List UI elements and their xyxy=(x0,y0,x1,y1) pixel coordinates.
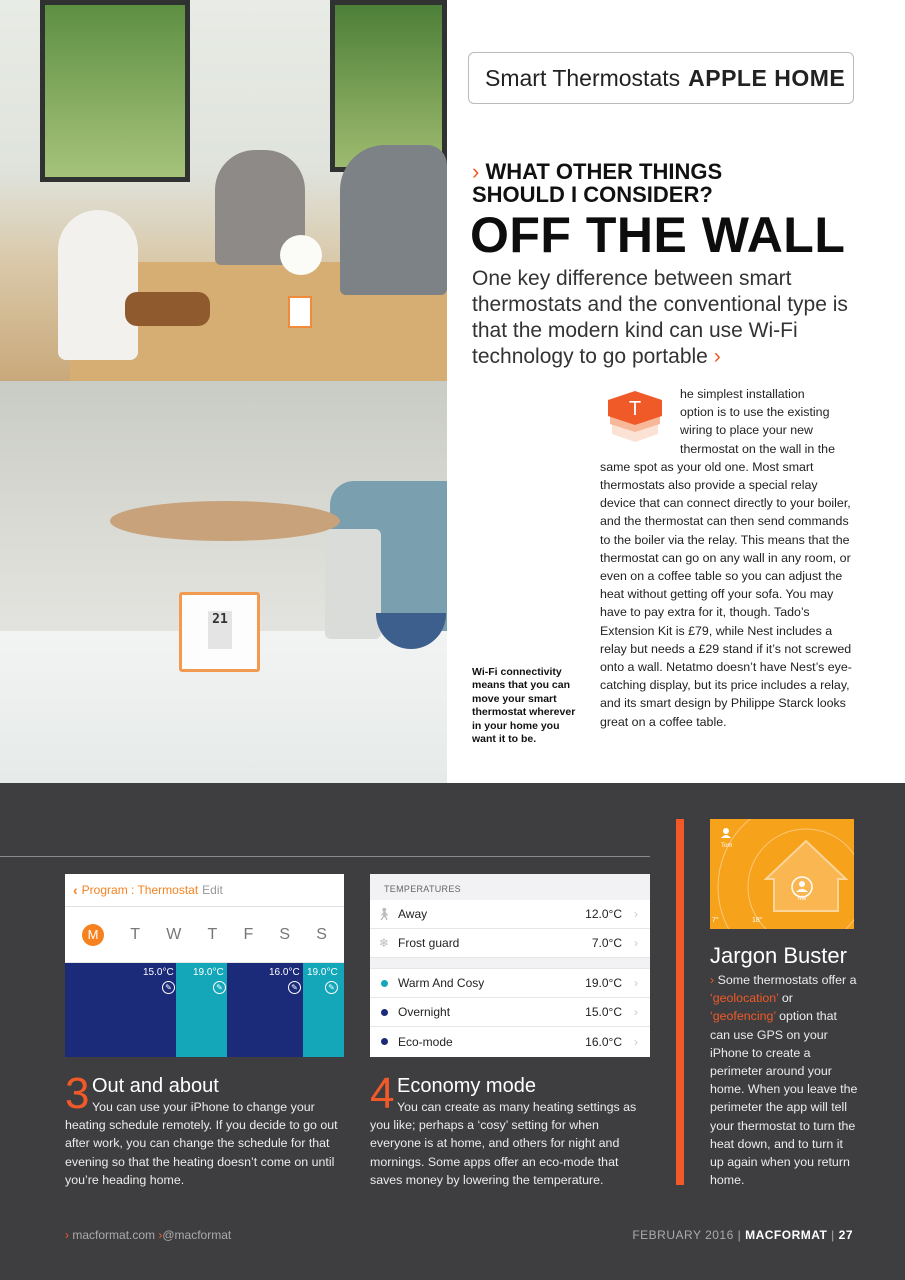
chevron-right-icon: › xyxy=(634,976,638,990)
twitter-link[interactable]: @macformat xyxy=(162,1228,232,1242)
list-gap xyxy=(370,958,650,969)
section-topic: Smart Thermostats xyxy=(485,64,681,91)
schedule-temp: 19.0°C xyxy=(307,967,338,978)
folio: FEBRUARY 2016 | MACFORMAT | 27 xyxy=(632,1228,853,1242)
edit-button[interactable]: Edit xyxy=(202,883,223,897)
temperature-row[interactable] xyxy=(370,929,650,958)
accent-bar xyxy=(676,819,684,1185)
tip-number: 3 xyxy=(65,1069,90,1118)
wood-table xyxy=(110,501,340,541)
jargon-term: ‘geolocation’ xyxy=(710,991,779,1006)
jargon-part: Some thermostats offer a xyxy=(717,973,857,987)
page-number: 27 xyxy=(838,1228,853,1242)
geo-temp-2: 18° xyxy=(752,917,763,924)
page-title: OFF THE WALL xyxy=(470,207,846,263)
geo-user-me: Me xyxy=(798,896,807,902)
body-line: thermostat on the wall in the xyxy=(680,441,835,456)
kicker-line2: SHOULD I CONSIDER? xyxy=(472,182,713,207)
back-chevron-icon[interactable]: ‹ xyxy=(73,882,78,898)
color-dot-icon xyxy=(381,980,388,987)
program-title: Program : Thermostat xyxy=(81,883,199,897)
temperature-label: Away xyxy=(398,907,428,921)
kicker xyxy=(472,160,852,206)
program-header xyxy=(65,874,344,907)
day-monday[interactable]: M xyxy=(82,924,104,946)
body-line: wiring to place your new xyxy=(680,423,813,438)
vase xyxy=(325,529,381,639)
schedule-temp: 15.0°C xyxy=(143,967,174,978)
chevron-right-icon: › xyxy=(634,1034,638,1049)
standfirst xyxy=(472,266,852,370)
section-category: APPLE HOME xyxy=(688,64,846,91)
geo-temp-1: 7° xyxy=(712,917,719,924)
magazine-name: MACFORMAT xyxy=(745,1228,828,1242)
schedule-chart xyxy=(65,963,344,1057)
temperature-value: 16.0°C xyxy=(585,1034,622,1049)
geofencing-screenshot xyxy=(710,819,854,929)
walking-person-icon: 🚶︎ xyxy=(376,907,392,921)
geofence-map xyxy=(710,819,854,929)
schedule-temp: 16.0°C xyxy=(269,967,300,978)
jargon-term: ‘geofencing’ xyxy=(710,1009,776,1024)
body-text xyxy=(600,385,856,731)
temperatures-header: TEMPERATURES xyxy=(370,874,650,900)
chevron-right-icon: › xyxy=(634,1005,638,1019)
day-tuesday[interactable]: T xyxy=(130,925,141,943)
pencil-icon[interactable]: ✎ xyxy=(325,981,338,994)
day-selector xyxy=(65,907,344,963)
snowflake-icon: ❄︎ xyxy=(378,936,390,950)
chevron-right-icon: › xyxy=(65,1228,69,1242)
day-saturday[interactable]: S xyxy=(279,925,291,943)
man-figure xyxy=(340,145,447,295)
temperature-label: Warm And Cosy xyxy=(398,976,485,990)
teapot xyxy=(280,235,322,275)
jargon-text xyxy=(710,971,860,1189)
chevron-right-icon: › xyxy=(710,973,715,987)
day-friday[interactable]: F xyxy=(243,925,254,943)
jargon-title: Jargon Buster xyxy=(710,943,847,968)
temperature-row[interactable] xyxy=(370,900,650,929)
body-paragraph: same spot as your old one. Most smart thermostats also provide a special relay device that can connect directly to your boiler, and the thermostat can then send commands to the boiler via the relay. This means that the thermostat can go on any wall in any room, or even on a coffee table so you can adjust the heat without getting off your sofa. You may have to pay extra for it, though. Tado’s Extension Kit is £79, while Nest includes a relay but needs a £29 stand if it’s not screwed onto a wall. Netatmo doesn’t have Nest’s eye-catching display, but its price includes a relay, and its smart design by Philippe Starck looks great on a coffee table. xyxy=(600,459,852,729)
temperature-label: Eco-mode xyxy=(398,1034,453,1049)
jargon-part: option that can use GPS on your iPhone to create a perimeter around your home. When you leave the perimeter the app will tell your thermostat to turn the heat down, and to turn it up again when you return home. xyxy=(710,1009,858,1188)
chevron-right-icon: › xyxy=(472,159,480,184)
thermostat-device xyxy=(179,592,260,672)
girl-figure xyxy=(58,210,138,360)
color-dot-icon xyxy=(381,1038,388,1045)
photo-caption: Wi-Fi connectivity means that you can move your smart thermostat wherever in your home you want it to be. xyxy=(472,666,576,746)
pencil-icon[interactable]: ✎ xyxy=(213,981,226,994)
standfirst-text: One key difference between smart thermostats and the conventional type is that the modern kind can use Wi-Fi technology to go portable xyxy=(472,267,848,368)
window-left xyxy=(40,0,190,182)
temperature-value: 19.0°C xyxy=(585,976,622,990)
thermostat-display: 21 xyxy=(208,611,232,649)
bread xyxy=(125,292,210,326)
temperature-row[interactable] xyxy=(370,969,650,998)
chevron-right-icon: › xyxy=(634,936,638,950)
body-line: option is to use the existing xyxy=(680,405,830,420)
tip-title: Out and about xyxy=(92,1075,219,1097)
dropcap-letter: T xyxy=(628,398,642,420)
day-wednesday[interactable]: W xyxy=(166,925,182,943)
kicker-line1: WHAT OTHER THINGS xyxy=(485,159,723,184)
tip-number: 4 xyxy=(370,1069,395,1118)
temperature-value: 7.0°C xyxy=(591,936,622,950)
program-screenshot xyxy=(65,874,344,1057)
chevron-right-icon: › xyxy=(158,1228,163,1242)
temperature-label: Overnight xyxy=(398,1005,451,1019)
temperature-value: 15.0°C xyxy=(585,1005,622,1019)
divider xyxy=(0,856,650,857)
tip-title: Economy mode xyxy=(397,1075,536,1097)
family-breakfast-photo xyxy=(0,0,447,381)
chevron-right-icon: › xyxy=(634,907,638,921)
schedule-temp: 19.0°C xyxy=(193,967,224,978)
jargon-part: or xyxy=(778,991,793,1006)
pencil-icon[interactable]: ✎ xyxy=(288,981,301,994)
site-link[interactable]: macformat.com xyxy=(72,1228,156,1242)
temperature-row[interactable] xyxy=(370,1027,650,1056)
geo-user-tom: Tom xyxy=(721,843,733,849)
chevron-right-icon: › xyxy=(713,345,721,368)
pencil-icon[interactable]: ✎ xyxy=(162,981,175,994)
day-sunday[interactable]: S xyxy=(316,925,327,943)
thermostat-small xyxy=(288,296,312,328)
temperatures-screenshot xyxy=(370,874,650,1057)
thermostat-table-photo xyxy=(0,381,447,783)
section-header xyxy=(468,52,854,104)
temperature-row[interactable] xyxy=(370,998,650,1027)
issue-date: FEBRUARY 2016 xyxy=(632,1228,734,1242)
day-thursday[interactable]: T xyxy=(207,925,218,943)
tip-text: You can use your iPhone to change your heating schedule remotely. If you decide to go out after work, you can change the schedule for that evening so that the heating doesn’t come on until you’re heading home. xyxy=(65,1100,338,1187)
tip-text: You can create as many heating settings as you like; perhaps a ‘cosy’ setting for when everyone is at home, and others for night and mornings. Some apps offer an eco-mode that saves money by lowering the temperature. xyxy=(370,1100,637,1187)
footer-links xyxy=(65,1228,231,1242)
body-line: he simplest installation xyxy=(680,387,805,401)
color-dot-icon xyxy=(381,1009,388,1016)
temperature-value: 12.0°C xyxy=(585,907,622,921)
temperature-label: Frost guard xyxy=(398,936,460,950)
